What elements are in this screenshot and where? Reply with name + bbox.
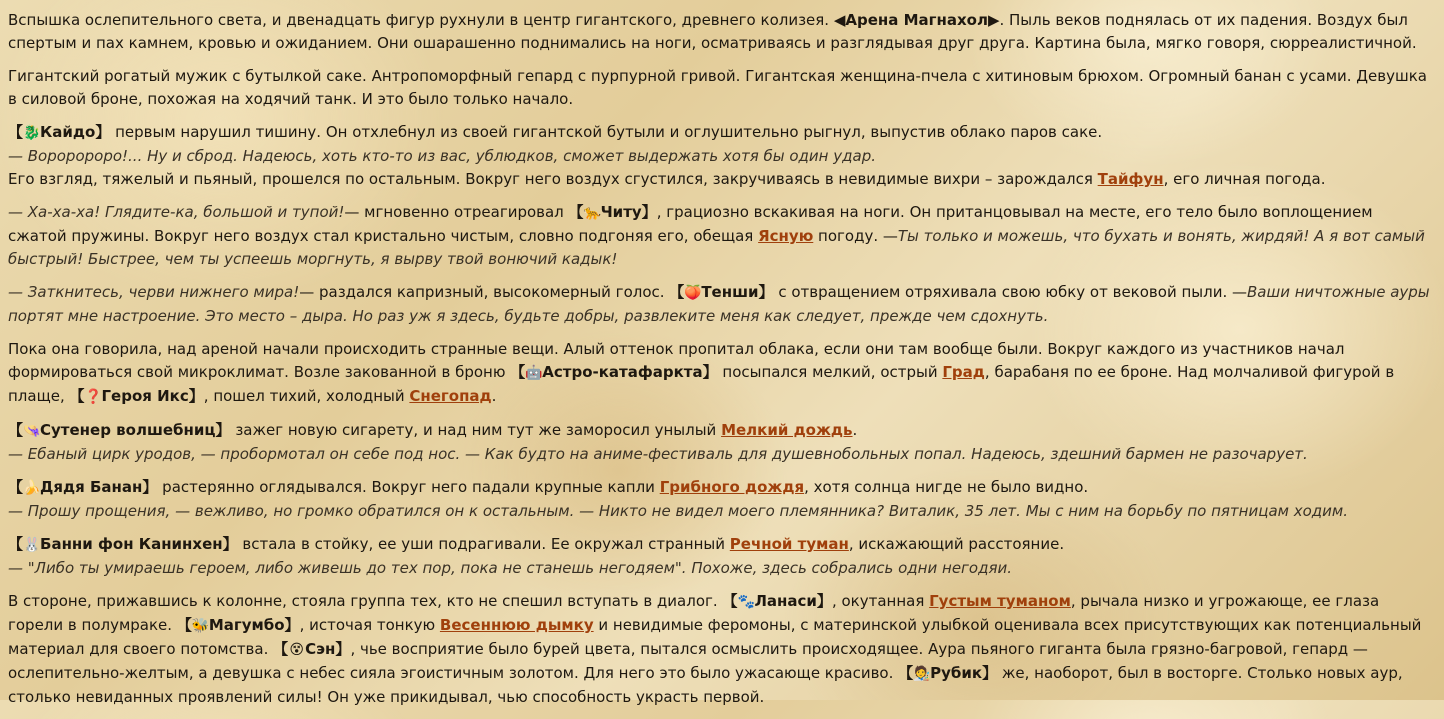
story-text: , пошел тихий, холодный <box>203 387 410 405</box>
story-text: растерянно оглядывался. Вокруг него падали крупные капли <box>157 478 660 496</box>
character-tag-pimp <box>8 421 231 439</box>
story-text: зажег новую сигарету, и над ним тут же заморосил унылый <box>230 421 722 439</box>
story-text: , его личная погода. <box>1163 170 1326 188</box>
arena-name: ◀Арена Магнахол▶ <box>833 11 1000 29</box>
weather-link-hail[interactable]: Град <box>942 363 985 381</box>
dialogue-line: — Ха-ха-ха! Глядите-ка, большой и тупой! <box>8 203 345 221</box>
dialogue-line: Ваши ничтожные ауры портят мне настроение. Это место – дыра. Но раз уж я здесь, будьте добры, развлеките меня как следует, прежде чем сдохнуть. <box>8 283 1430 325</box>
dialogue-line: — Заткнитесь, черви нижнего мира! <box>8 283 300 301</box>
story-text: — раздался капризный, высокомерный голос. <box>299 283 670 301</box>
dizzy-face-icon: 😵 <box>289 642 304 658</box>
character-tag-lanasi <box>722 592 832 610</box>
character-name: Тенши <box>701 283 759 301</box>
bracket-open: 【 <box>669 283 685 301</box>
character-name: Банни фон Канинхен <box>40 535 223 553</box>
weather-link-sun-shower[interactable]: Грибного дождя <box>659 478 805 496</box>
bracket-open: 【 <box>69 387 85 405</box>
bee-icon: 🐝 <box>191 618 210 634</box>
dragon-icon: 🐉 <box>23 125 41 141</box>
story-text: , источая тонкую <box>299 616 440 634</box>
character-tag-bunny <box>8 535 238 553</box>
story-text: . <box>491 387 497 405</box>
story-text: первым нарушил тишину. Он отхлебнул из своей гигантской бутыли и оглушительно рыгнул, выпустив облако паров саке. <box>110 123 1103 141</box>
character-name: Читу <box>600 203 642 221</box>
weather-link-clear[interactable]: Ясную <box>758 227 814 245</box>
story-text: , хотя солнца нигде не было видно. <box>804 478 1089 496</box>
story-text: В стороне, прижавшись к колонне, стояла группа тех, кто не спешил вступать в диалог. <box>8 592 723 610</box>
character-name: Магумбо <box>208 616 285 634</box>
bracket-close: 】 <box>335 640 351 658</box>
peach-icon: 🍑 <box>684 285 702 301</box>
paragraph-group <box>8 590 1433 709</box>
story-text: Его взгляд, тяжелый и пьяный, прошелся по остальным. Вокруг него воздух сгустился, закручиваясь в невидимые вихри – зарождался <box>8 170 1098 188</box>
character-tag-chitu <box>569 203 657 221</box>
story-text: и невидимые феромоны, с материнской улыбкой оценивала всех присутствующих как потенциальный материал для своего потомства. <box>8 616 1422 658</box>
character-tag-rubik <box>898 664 997 682</box>
bracket-open: 【 <box>510 363 526 381</box>
bracket-close: 】 <box>982 664 998 682</box>
bracket-open: 【 <box>8 535 24 553</box>
dialogue-line: — Ебаный цирк уродов, — пробормотал он себе под нос. — Как будто на аниме-фестиваль для душевнобольных попал. Надеюсь, здешний бармен не разочарует. <box>8 445 1308 463</box>
robot-icon: 🤖 <box>525 365 543 381</box>
story-text: , чье восприятие было бурей цвета, пытался осмыслить происходящее. Аура пьяного гиганта была грязно-багровой, гепард — ослепительно-желтым, а девушка с небес сияла эгоистичным золотом. Для него это было ужасающе красиво. <box>8 640 1368 682</box>
story-text: , искажающий расстояние. <box>848 535 1065 553</box>
story-text: погоду. — <box>813 227 898 245</box>
character-name: Кайдо <box>40 123 96 141</box>
paragraph-cast <box>8 65 1433 111</box>
weather-link-drizzle[interactable]: Мелкий дождь <box>721 421 853 439</box>
paragraph-kaido <box>8 121 1433 191</box>
story-text: с отвращением отряхивала свою юбку от вековой пыли. — <box>773 283 1247 301</box>
story-text: встала в стойку, ее уши подрагивали. Ее окружал странный <box>237 535 730 553</box>
story-text: посыпался мелкий, острый <box>717 363 943 381</box>
character-tag-astro <box>510 363 717 381</box>
story-text: . Пыль веков поднялась от их падения. Воздух был спертым и пах камнем, кровью и ожиданием. Они ошарашенно поднимались на ноги, осматриваясь и разглядывая друг друга. Картина была, мягко говоря, сюрреалистичной. <box>8 11 1417 52</box>
bracket-close: 】 <box>142 478 158 496</box>
story-text: . <box>852 421 858 439</box>
bracket-close: 】 <box>215 421 231 439</box>
story-text: Пока она говорила, над ареной начали происходить странные вещи. Алый оттенок пропитал облака, если они там вообще были. Вокруг каждого из участников начал формироваться свой микроклимат. Возле закованной в броню <box>8 340 1345 381</box>
bracket-close: 】 <box>222 535 238 553</box>
weather-link-spring-haze[interactable]: Весеннюю дымку <box>439 616 594 634</box>
weather-link-dense-fog[interactable]: Густым туманом <box>929 592 1071 610</box>
character-tag-banan <box>8 478 157 496</box>
bracket-close: 】 <box>188 387 204 405</box>
dialogue-line: — Прошу прощения, — вежливо, но громко обратился он к остальным. — Никто не видел моего племянника? Виталик, 35 лет. Мы с ним на борьбу по пятницам ходим. <box>8 502 1348 520</box>
rabbit-icon: 🐰 <box>23 537 41 553</box>
character-name: Дядя Банан <box>40 478 143 496</box>
paragraph-pimp <box>8 419 1433 466</box>
bracket-open: 【 <box>8 123 24 141</box>
paragraph-bunny <box>8 533 1433 580</box>
hat-icon: 👒 <box>23 423 41 439</box>
bracket-close: 】 <box>641 203 657 221</box>
character-name: Астро-катафаркта <box>542 363 703 381</box>
cheetah-icon: 🐆 <box>583 205 601 221</box>
question-mark-icon: ❓ <box>84 389 102 405</box>
bracket-open: 【 <box>176 616 192 634</box>
paragraph-chitu <box>8 201 1433 271</box>
weather-link-river-fog[interactable]: Речной туман <box>729 535 849 553</box>
bracket-open: 【 <box>568 203 584 221</box>
character-tag-sen <box>273 640 350 658</box>
paw-icon: 🐾 <box>737 594 755 610</box>
bracket-close: 】 <box>758 283 774 301</box>
bracket-close: 】 <box>284 616 300 634</box>
character-name: Сэн <box>305 640 336 658</box>
weather-link-snowfall[interactable]: Снегопад <box>409 387 492 405</box>
paragraph-banan <box>8 476 1433 523</box>
dialogue-line: — "Либо ты умираешь героем, либо живешь до тех пор, пока не станешь негодяем". Похоже, здесь собрались одни негодяи. <box>8 559 1013 577</box>
dialogue-line: Ты только и можешь, что бухать и вонять, жирдяй! А я вот самый быстрый! Быстрее, чем ты успеешь моргнуть, я вырву твой вонючий кадык! <box>8 227 1425 268</box>
story-text: Гигантский рогатый мужик с бутылкой саке. Антропоморфный гепард с пурпурной гривой. Гигантская женщина-пчела с хитиновым брюхом. Огромный банан с усами. Девушка в силовой броне, похожая на ходячий танк. И это было только начало. <box>8 67 1427 108</box>
bracket-open: 【 <box>898 664 914 682</box>
character-name: Сутенер волшебниц <box>40 421 216 439</box>
dialogue-line: — Вороророро!... Ну и сброд. Надеюсь, хоть кто-то из вас, ублюдков, сможет выдержать хотя бы один удар. <box>8 147 876 165</box>
character-name: Героя Икс <box>101 387 189 405</box>
story-text: , грациозно вскакивая на ноги. Он пританцовывал на месте, его тело было воплощением сжатой пружины. Вокруг него воздух стал кристально чистым, словно подгоняя его, обещая <box>8 203 1373 245</box>
paragraph-microclimate <box>8 338 1433 409</box>
weather-link-typhoon[interactable]: Тайфун <box>1097 170 1164 188</box>
banana-icon: 🍌 <box>23 480 41 496</box>
character-tag-kaido <box>8 123 110 141</box>
paragraph-tenshi <box>8 281 1433 328</box>
story-text: , окутанная <box>831 592 930 610</box>
bracket-open: 【 <box>8 478 24 496</box>
bracket-open: 【 <box>8 421 24 439</box>
bracket-open: 【 <box>273 640 289 658</box>
story-container <box>8 9 1433 719</box>
character-tag-hero-x <box>69 387 203 405</box>
character-tag-tenshi <box>669 283 773 301</box>
character-name: Ланаси <box>754 592 817 610</box>
paragraph-intro <box>8 9 1433 55</box>
story-text: , рычала низко и угрожающе, ее глаза горели в полумраке. <box>8 592 1380 634</box>
bracket-close: 】 <box>816 592 832 610</box>
bracket-close: 】 <box>702 363 718 381</box>
story-text: , барабаня по ее броне. Над молчаливой фигурой в плаще, <box>8 363 1395 405</box>
bracket-open: 【 <box>722 592 738 610</box>
artist-icon: 🧑‍🎨 <box>913 666 931 682</box>
story-text: Вспышка ослепительного света, и двенадцать фигур рухнули в центр гигантского, древнего колизея. <box>8 11 834 29</box>
character-tag-magumbo <box>177 616 300 634</box>
story-text: — мгновенно отреагировал <box>344 203 569 221</box>
character-name: Рубик <box>930 664 983 682</box>
bracket-close: 】 <box>95 123 111 141</box>
story-text: же, наоборот, был в восторге. Столько новых аур, столько невиданных проявлений силы! Он уже прикидывал, чью способность украсть первой. <box>8 664 1403 706</box>
